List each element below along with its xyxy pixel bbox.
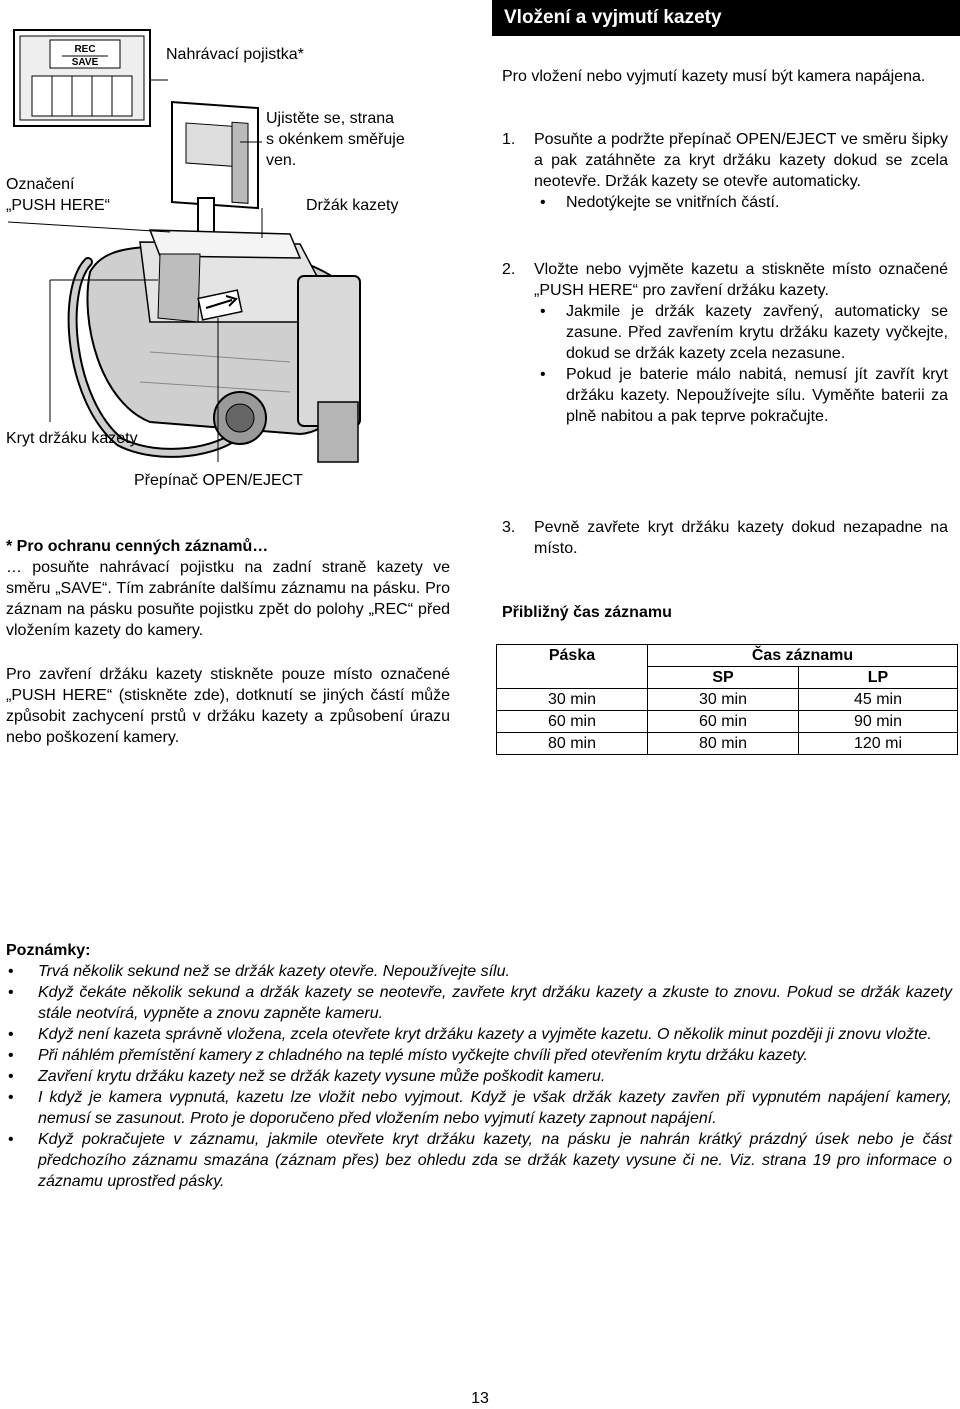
- step-text: Pevně zavřete kryt držáku kazety dokud nezapadne na místo.: [534, 519, 948, 557]
- callout-push-here-line-1: Označení: [6, 176, 75, 193]
- bullet-icon: •: [8, 1131, 14, 1148]
- step-1: [502, 129, 948, 213]
- callout-window-line-1: Ujistěte se, strana: [266, 110, 395, 127]
- table-header-lp: LP: [799, 667, 958, 689]
- list-item: • Nedotýkejte se vnitřních částí.: [540, 194, 780, 211]
- notes-heading: Poznámky:: [6, 942, 91, 959]
- step-text: Vložte nebo vyjměte kazetu a stiskněte místo označené „PUSH HERE“ pro zavření držáku kazety.: [534, 261, 948, 299]
- table-header-sp: SP: [648, 667, 799, 689]
- list-item: • Když čekáte několik sekund a držák kazety se neotevře, zavřete kryt držáku kazety a zkuste to znovu. Pokud se držák kazety stále neotvírá, vypněte a znovu zapněte kameru.: [8, 984, 952, 1022]
- bullet-icon: •: [540, 303, 546, 320]
- table-row: [497, 689, 958, 711]
- save-label: SAVE: [71, 57, 99, 68]
- table-cell: 45 min: [799, 689, 958, 711]
- table-cell: 120 mi: [799, 733, 958, 755]
- bullet-icon: •: [8, 1026, 14, 1043]
- rec-time-heading: Přibližný čas záznamu: [502, 604, 672, 621]
- notes-list: [6, 961, 952, 1192]
- table-cell: 30 min: [648, 689, 799, 711]
- intro-text: Pro vložení nebo vyjmutí kazety musí být kamera napájena.: [502, 68, 926, 85]
- list-item: • Zavření krytu držáku kazety než se držák kazety vysune může poškodit kameru.: [8, 1068, 606, 1085]
- callout-switch: Přepínač OPEN/EJECT: [134, 472, 303, 489]
- callout-window-line-3: ven.: [266, 152, 297, 169]
- page-number: 13: [471, 1390, 489, 1407]
- step-3: [502, 517, 948, 559]
- table-header-tape: Páska: [497, 645, 648, 689]
- leader-push-here: [8, 222, 170, 232]
- table-cell: 80 min: [648, 733, 799, 755]
- bullet-icon: •: [8, 963, 14, 980]
- callout-window-line-2: s okénkem směřuje: [266, 131, 405, 148]
- list-item: • Když pokračujete v záznamu, jakmile otevřete kryt držáku kazety, na pásku je nahrán krátký prázdný úsek nebo je část předchozího záznamu smazána (záznam přes) bez ohledu zda se držák kazety vysune či ne. Viz. strana 19 pro informace o záznamu uprostřed pásky.: [8, 1131, 952, 1190]
- list-item: • Když není kazeta správně vložena, zcela otevřete kryt držáku kazety a vyjměte kazetu. O několik minut později ji znovu vložte.: [8, 1026, 932, 1043]
- callout-cover: Kryt držáku kazety: [6, 430, 138, 447]
- callout-push-here-line-2: „PUSH HERE“: [6, 197, 111, 214]
- table-cell: 90 min: [799, 711, 958, 733]
- table-header-time: Čas záznamu: [648, 645, 958, 667]
- step-number: 1.: [502, 131, 516, 148]
- bullet-icon: •: [8, 984, 14, 1001]
- callout-record-lock: Nahrávací pojistka*: [166, 46, 304, 63]
- rec-label: REC: [74, 44, 96, 55]
- bullet-icon: •: [8, 1068, 14, 1085]
- list-item: • I když je kamera vypnutá, kazetu lze vložit nebo vyjmout. Když je však držák kazety zavřen při vypnutém napájení kamery, nemusí se zasunout. Proto je doporučeno před vložením nebo vyjmutí kazety zapnout napájení.: [8, 1089, 952, 1127]
- callout-holder: Držák kazety: [306, 197, 399, 214]
- step-2: [502, 259, 948, 427]
- table-row: [497, 711, 958, 733]
- step-bullets: [534, 192, 948, 213]
- section-title: Vložení a vyjmutí kazety: [492, 0, 960, 36]
- bullet-icon: •: [8, 1089, 14, 1106]
- list-item: • Trvá několik sekund než se držák kazety otevře. Nepoužívejte sílu.: [8, 963, 510, 980]
- bullet-icon: •: [540, 194, 546, 211]
- protect-body: … posuňte nahrávací pojistku na zadní straně kazety ve směru „SAVE“. Tím zabráníte dalšímu záznamu na pásku. Pro záznam na pásku posuňte pojistku zpět do polohy „REC“ před vložením kazety do kamery.: [6, 559, 450, 639]
- recording-time-table: [496, 644, 958, 755]
- table-cell: 30 min: [497, 689, 648, 711]
- table-cell: 60 min: [497, 711, 648, 733]
- list-item: • Jakmile je držák kazety zavřený, automaticky se zasune. Před zavřením krytu držáku kazety vyčkejte, dokud se držák kazety zcela nezasune.: [540, 303, 948, 362]
- step-number: 3.: [502, 519, 516, 536]
- warning-text: Pro zavření držáku kazety stiskněte pouze místo označené „PUSH HERE“ (stiskněte zde), dotknutí se jiných částí může způsobit zachycení prstů v držáku kazety a způsobení úrazu nebo poškození kamery.: [6, 666, 450, 746]
- list-item: • Při náhlém přemístění kamery z chladného na teplé místo vyčkejte chvíli před otevřením krytu držáku kazety.: [8, 1047, 808, 1064]
- bullet-icon: •: [540, 366, 546, 383]
- bullet-icon: •: [8, 1047, 14, 1064]
- camcorder-illustration: [0, 22, 470, 500]
- protect-heading: * Pro ochranu cenných záznamů…: [6, 538, 269, 555]
- cassette-drawing: [172, 102, 258, 208]
- list-item: • Pokud je baterie málo nabitá, nemusí jít zavřít kryt držáku kazety. Nepoužívejte sílu. Vyměňte baterii za plně nabitou a pak teprve pokračujte.: [540, 366, 948, 425]
- table-row: [497, 733, 958, 755]
- step-number: 2.: [502, 261, 516, 278]
- step-bullets: [534, 301, 948, 427]
- table-cell: 80 min: [497, 733, 648, 755]
- table-cell: 60 min: [648, 711, 799, 733]
- step-text: Posuňte a podržte přepínač OPEN/EJECT ve směru šipky a pak zatáhněte za kryt držáku kazety dokud se zcela neotevře. Držák kazety se otevře automaticky.: [534, 131, 948, 190]
